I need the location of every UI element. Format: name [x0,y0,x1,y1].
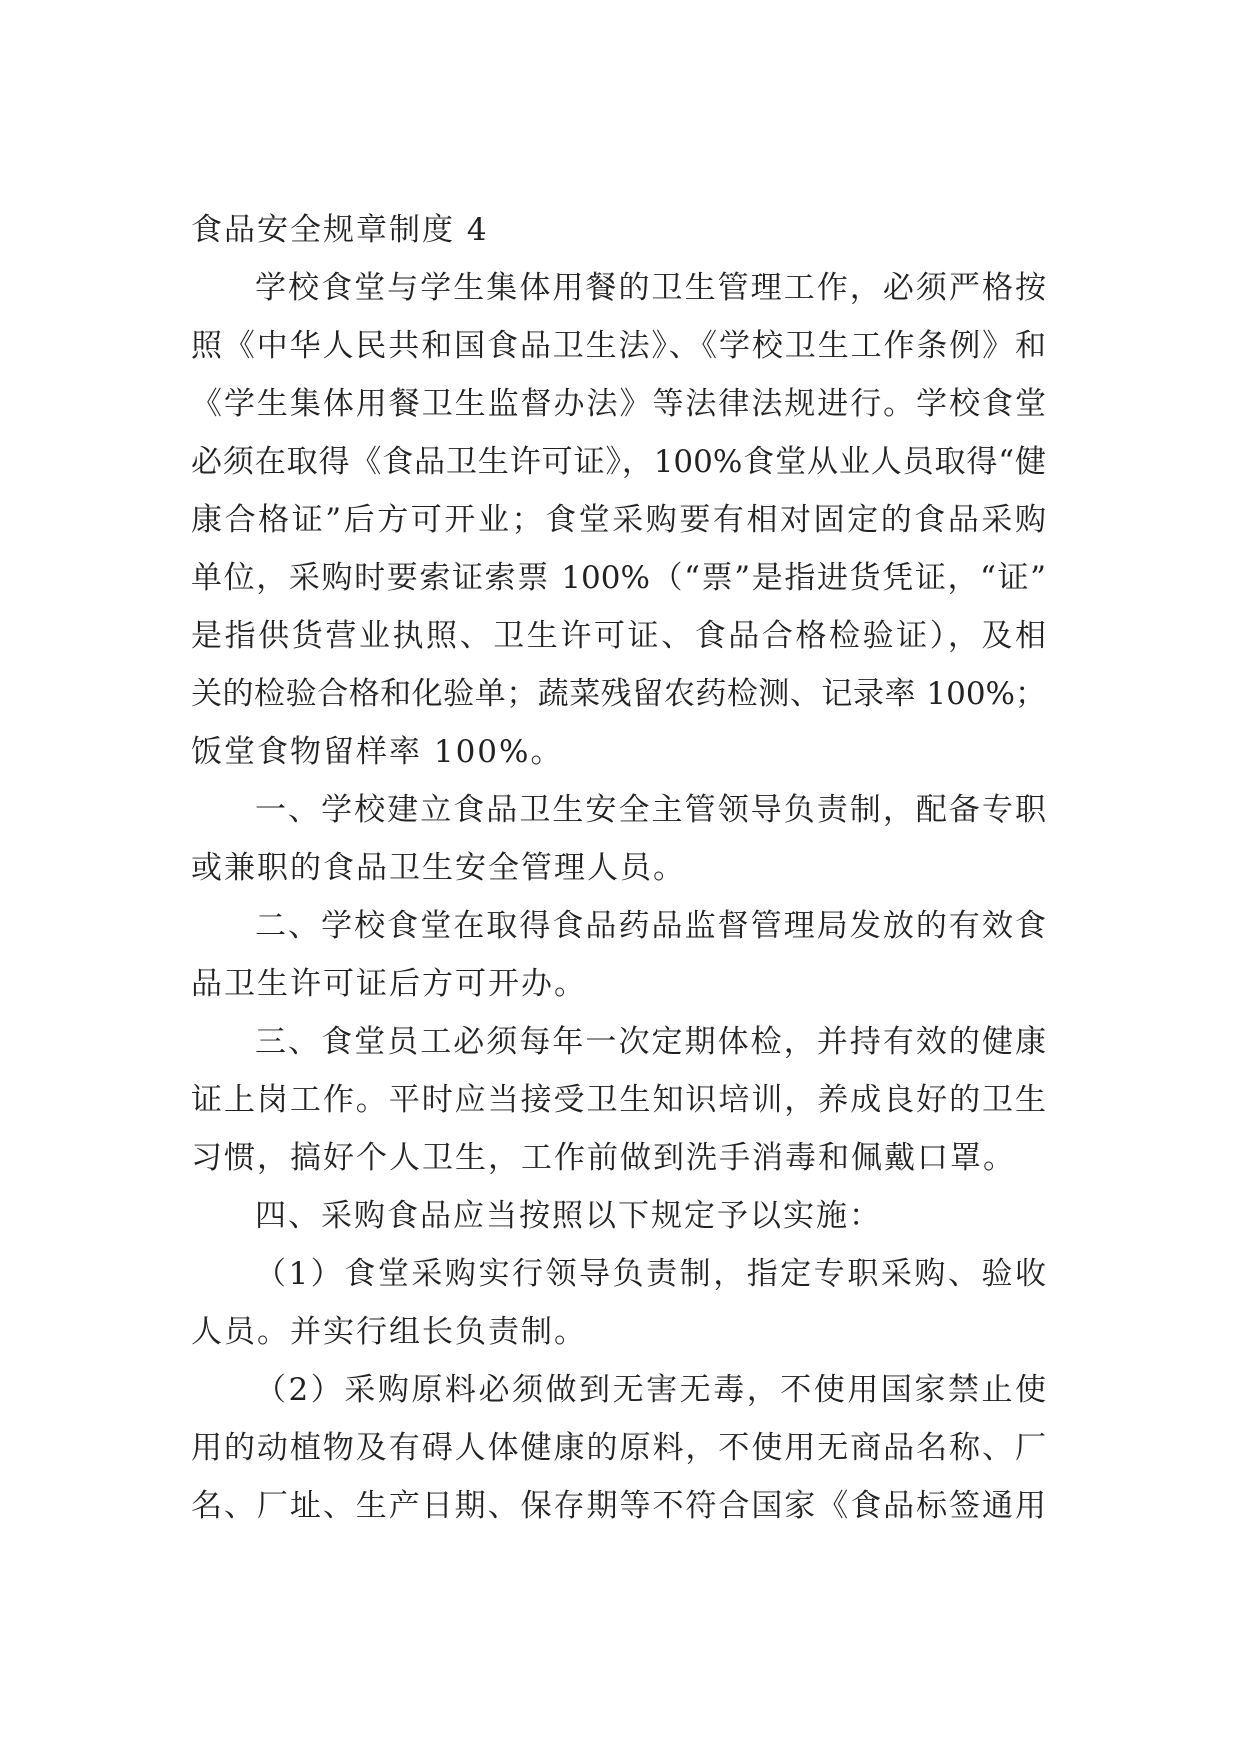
paragraph-line: 证上岗工作。平时应当接受卫生知识培训，养成良好的卫生 [191,1082,1046,1118]
paragraph-line: 一、学校建立食品卫生安全主管领导负责制，配备专职 [255,792,1046,828]
paragraph-line: 或兼职的食品卫生安全管理人员。 [191,850,686,886]
paragraph-line: 饭堂食物留样率 100%。 [191,734,564,770]
paragraph-line: （2）采购原料必须做到无害无毒，不使用国家禁止使 [255,1372,1046,1408]
paragraph-line: 学校食堂与学生集体用餐的卫生管理工作，必须严格按 [255,270,1046,306]
paragraph-line: 三、食堂员工必须每年一次定期体检，并持有效的健康 [255,1024,1046,1060]
paragraph-line: 二、学校食堂在取得食品药品监督管理局发放的有效食 [255,908,1046,944]
paragraph-line: 名、厂址、生产日期、保存期等不符合国家《食品标签通用 [191,1488,1046,1524]
paragraph-line: （1）食堂采购实行领导负责制，指定专职采购、验收 [255,1256,1046,1292]
paragraph-line: 品卫生许可证后方可开办。 [191,966,587,1002]
paragraph-line: 《学生集体用餐卫生监督办法》等法律法规进行。学校食堂 [191,386,1046,422]
paragraph-line: 是指供货营业执照、卫生许可证、食品合格检验证），及相 [191,618,1046,654]
paragraph-line: 单位，采购时要索证索票 100%（“票”是指进货凭证，“证” [191,560,1046,596]
paragraph-line: 四、采购食品应当按照以下规定予以实施： [255,1198,882,1234]
paragraph-line: 照《中华人民共和国食品卫生法》、《学校卫生工作条例》和 [191,328,1046,364]
paragraph-line: 关的检验合格和化验单；蔬菜残留农药检测、记录率 100%； [191,676,1046,712]
paragraph-line: 用的动植物及有碍人体健康的原料，不使用无商品名称、厂 [191,1430,1046,1466]
document-title: 食品安全规章制度 4 [191,212,489,248]
paragraph-line: 习惯，搞好个人卫生，工作前做到洗手消毒和佩戴口罩。 [191,1140,1016,1176]
paragraph-line: 必须在取得《食品卫生许可证》，100%食堂从业人员取得“健 [191,444,1046,480]
paragraph-line: 人员。并实行组长负责制。 [191,1314,587,1350]
paragraph-line: 康合格证”后方可开业；食堂采购要有相对固定的食品采购 [191,502,1046,538]
